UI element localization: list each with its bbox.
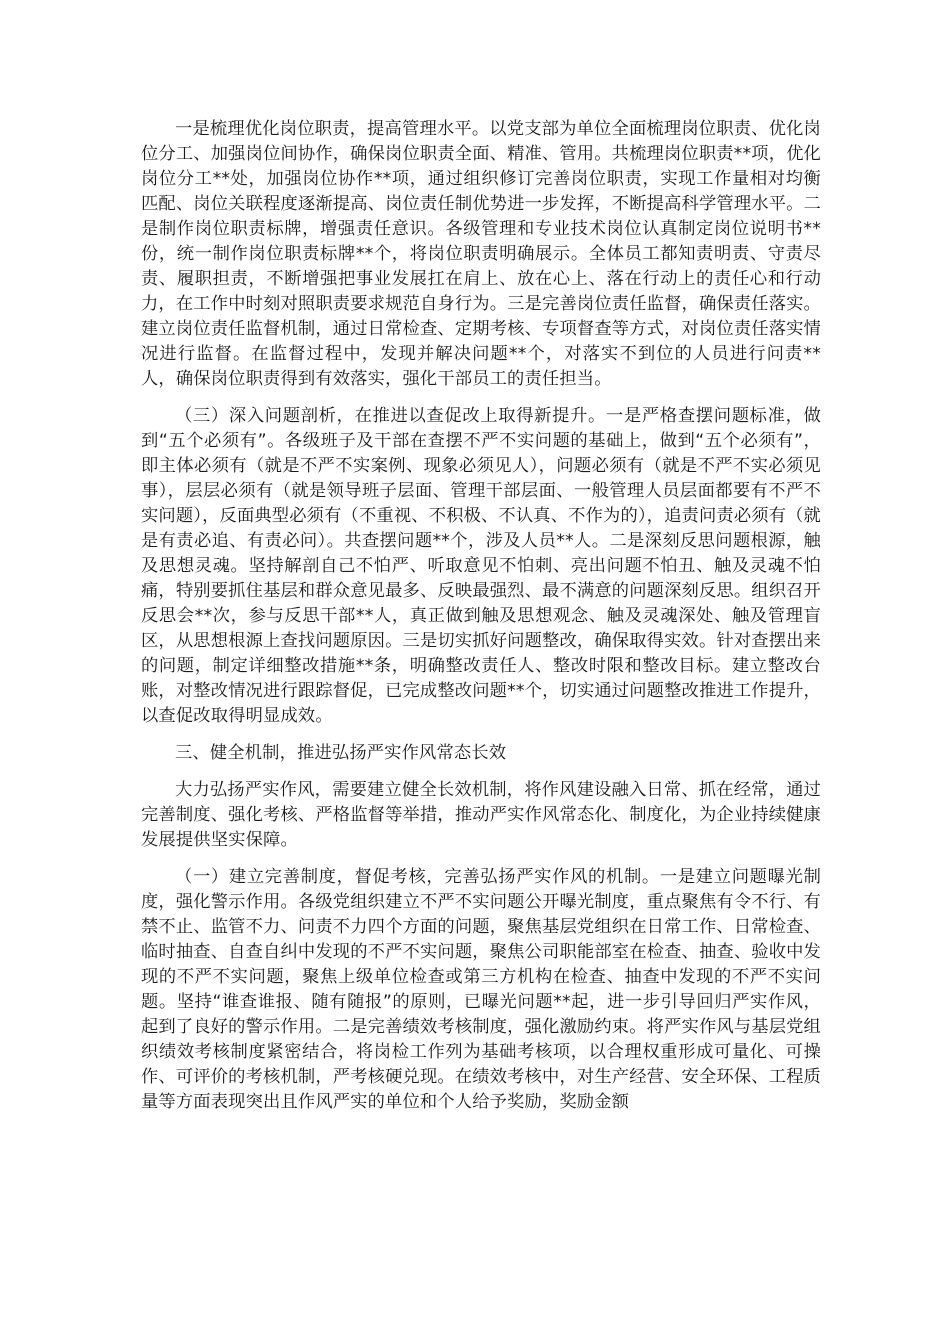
paragraph-problem-analysis: （三）深入问题剖析，在推进以查促改上取得新提升。一是严格查摆问题标准，做到“五个必须有”。各级班子及干部在查摆不严不实问题的基础上，做到“五个必须有”，即主体必须有（就是不严不实案例、现象必须见人），问题必须有（就是不严不实必须见事），层层必须有（就是领导班子层面、管理干部层面、一般管理人员层面都要有不严不实问题），反面典型必须有（不重视、不积极、不认真、不作为的），追责问责必须有（就是有责必追、有责必问）。共查摆问题**个，涉及人员**人。二是深刻反思问题根源，触及思想灵魂。坚持解剖自己不怕严、听取意见不怕刺、亮出问题不怕丑、触及灵魂不怕痛，特别要抓住基层和群众意见最多、反映最强烈、最不满意的问题深刻反思。组织召开反思会**次，参与反思干部**人，真正做到触及思想观念、触及灵魂深处、触及管理盲区，从思想根源上查找问题原因。三是切实抓好问题整改，确保取得实效。针对查摆出来的问题，制定详细整改措施**条，明确整改责任人、整改时限和整改目标。建立整改台账，对整改情况进行跟踪督促，已完成整改问题**个，切实通过问题整改推进工作提升，以查促改取得明显成效。 (141, 406, 821, 726)
document-body (141, 117, 821, 1127)
paragraph-system-building: （一）建立完善制度，督促考核，完善弘扬严实作风的机制。一是建立问题曝光制度，强化警示作用。各级党组织建立不严不实问题公开曝光制度，重点聚焦有令不行、有禁不止、监管不力、问责不力四个方面的问题，聚焦基层党组织在日常工作、日常检查、临时抽查、自查自纠中发现的不严不实问题，聚焦公司职能部室在检查、抽查、验收中发现的不严不实问题，聚焦上级单位检查或第三方机构在检查、抽查中发现的不严不实问题。坚持“谁查谁报、随有随报”的原则，已曝光问题**起，进一步引导回归严实作风，起到了良好的警示作用。二是完善绩效考核制度，强化激励约束。将严实作风与基层党组织绩效考核制度紧密结合，将岗检工作列为基础考核项，以合理权重形成可量化、可操作、可评价的考核机制，严考核硬兑现。在绩效考核中，对生产经营、安全环保、工程质量等方面表现突出且作风严实的单位和个人给予奖励，奖励金额 (141, 867, 821, 1112)
paragraph-job-duties: 一是梳理优化岗位职责，提高管理水平。以党支部为单位全面梳理岗位职责、优化岗位分工、加强岗位间协作，确保岗位职责全面、精准、管用。共梳理岗位职责**项，优化岗位分工**处，加强岗位协作**项，通过组织修订完善岗位职责，实现工作量相对均衡匹配、岗位关联程度逐渐提高、岗位责任制优势进一步发挥，不断提高科学管理水平。二是制作岗位职责标牌，增强责任意识。各级管理和专业技术岗位认真制定岗位说明书**份，统一制作岗位职责标牌**个，将岗位职责明确展示。全体员工都知责明责、守责尽责、履职担责，不断增强把事业发展扛在肩上、放在心上、落在行动上的责任心和行动力，在工作中时刻对照职责要求规范自身行为。三是完善岗位责任监督，确保责任落实。建立岗位责任监督机制，通过日常检查、定期考核、专项督查等方式，对岗位责任落实情况进行监督。在监督过程中，发现并解决问题**个，对落实不到位的人员进行问责**人，确保岗位职责得到有效落实，强化干部员工的责任担当。 (141, 119, 821, 389)
section-heading-mechanism: 三、健全机制，推进弘扬严实作风常态长效 (175, 743, 507, 763)
paragraph-section-intro: 大力弘扬严实作风，需要建立健全长效机制，将作风建设融入日常、抓在经常，通过完善制度、强化考核、严格监督等举措，推动严实作风常态化、制度化，为企业持续健康发展提供坚实保障。 (141, 780, 821, 850)
